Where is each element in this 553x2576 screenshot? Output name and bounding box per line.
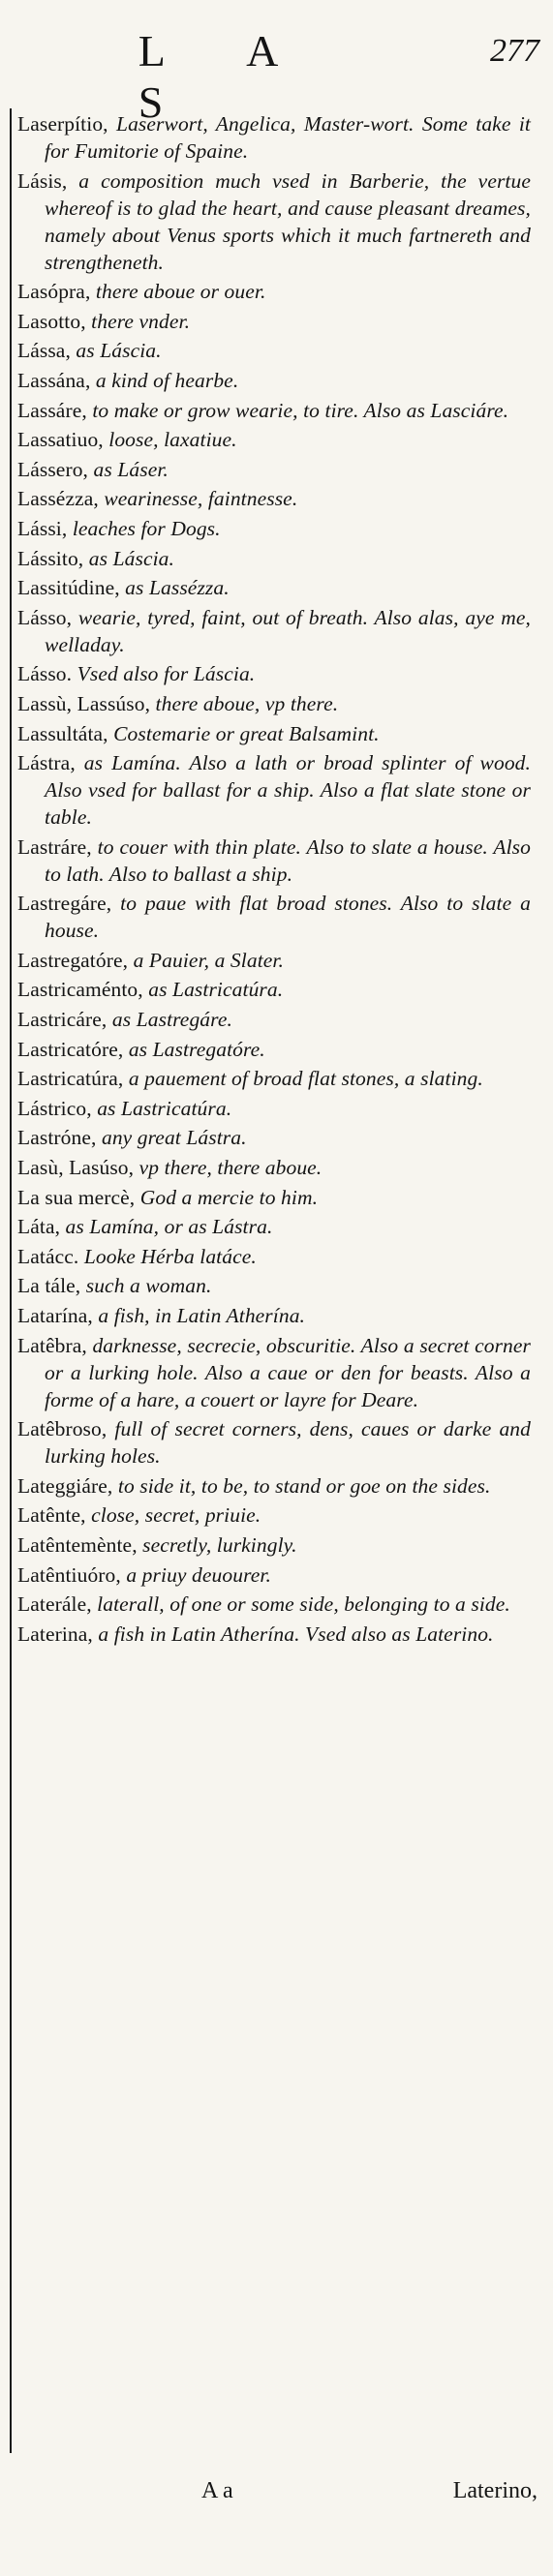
entry-headword: Lássero, xyxy=(17,457,89,481)
entry-headword: Lassatiuo, xyxy=(17,428,104,452)
dictionary-entry xyxy=(17,1621,531,1648)
entry-definition: to side it, to be, to stand or goe on the sides. xyxy=(112,1473,491,1498)
entry-definition: close, secret, priuie. xyxy=(85,1503,261,1528)
dictionary-entry xyxy=(17,337,531,364)
entry-definition: such a woman. xyxy=(80,1274,212,1298)
entry-definition: leaches for Dogs. xyxy=(67,516,221,540)
dictionary-entry xyxy=(17,367,531,394)
entry-definition: as Láscia. xyxy=(70,339,162,363)
entry-headword: La tále, xyxy=(17,1274,81,1298)
entry-definition: Laserwort, Angelica, Master-wort. Some take it for Fumitorie of Spaine. xyxy=(45,112,531,163)
entry-definition: Vsed also for Láscia. xyxy=(72,662,256,686)
entry-definition: secretly, lurkingly. xyxy=(137,1532,297,1557)
entry-headword: Lassána, xyxy=(17,368,91,392)
entry-headword: Latêbra, xyxy=(17,1333,87,1357)
signature-mark: A a xyxy=(201,2478,233,2503)
entry-headword: Lasù, Lasúso, xyxy=(17,1156,135,1180)
entry-definition: there aboue or ouer. xyxy=(90,280,266,304)
dictionary-entry xyxy=(17,545,531,572)
page-number: 277 xyxy=(490,33,539,69)
entry-definition: laterall, of one or some side, belonging to a side. xyxy=(91,1592,510,1617)
entry-headword: Lassultáta, xyxy=(17,721,108,745)
entry-headword: Latêntemènte, xyxy=(17,1532,138,1557)
entry-definition: there aboue, vp there. xyxy=(150,691,339,715)
entry-definition: God a mercie to him. xyxy=(135,1185,319,1209)
dictionary-entry xyxy=(17,456,531,483)
entry-definition: as Lastregatóre. xyxy=(123,1037,265,1061)
entry-definition: as Lamína. Also a lath or broad splinter of wood. Also vsed for ballast for a ship. Also a flat slate stone or table. xyxy=(45,751,531,830)
entry-definition: darknesse, secrecie, obscuritie. Also a secret corner or a lurking hole. Also a caue or den for beasts. Also a forme of a hare, a couert or layre for Deare. xyxy=(45,1333,531,1411)
entry-headword: Latácc. xyxy=(17,1244,79,1268)
dictionary-entry xyxy=(17,1531,531,1559)
entry-definition: to make or grow wearie, to tire. Also as Lasciáre. xyxy=(86,398,509,422)
entry-definition: vp there, there aboue. xyxy=(134,1156,323,1180)
running-head: L A S xyxy=(138,26,313,127)
entry-headword: Lastricatúra, xyxy=(17,1067,124,1091)
dictionary-entry xyxy=(17,308,531,335)
entry-headword: Latarína, xyxy=(17,1304,93,1327)
dictionary-entry xyxy=(17,278,531,305)
dictionary-entry xyxy=(17,604,531,658)
entry-list xyxy=(17,110,531,1650)
entry-headword: Lassù, Lassúso, xyxy=(17,691,151,715)
entry-headword: Latênte, xyxy=(17,1503,86,1528)
dictionary-entry xyxy=(17,1154,531,1181)
entry-headword: Lástra, xyxy=(17,751,76,775)
dictionary-entry xyxy=(17,397,531,424)
entry-definition: as Lastregáre. xyxy=(107,1008,232,1032)
dictionary-entry xyxy=(17,1006,531,1033)
catchword: Laterino, xyxy=(452,2478,538,2503)
entry-headword: Laserpítio, xyxy=(17,112,108,136)
dictionary-entry xyxy=(17,1302,531,1329)
entry-headword: Lassézza, xyxy=(17,487,99,511)
entry-headword: Lassitúdine, xyxy=(17,576,120,600)
entry-definition: wearie, tyred, faint, out of breath. Also alas, aye me, welladay. xyxy=(45,605,531,656)
dictionary-entry xyxy=(17,947,531,974)
entry-headword: Lassáre, xyxy=(17,398,87,422)
entry-headword: Laterina, xyxy=(17,1621,93,1646)
page-footer xyxy=(0,2478,553,2536)
dictionary-entry xyxy=(17,1501,531,1529)
dictionary-entry xyxy=(17,720,531,747)
dictionary-entry xyxy=(17,749,531,831)
dictionary-entry xyxy=(17,1591,531,1618)
entry-headword: Lásso. xyxy=(17,662,73,686)
dictionary-entry xyxy=(17,1184,531,1211)
dictionary-entry xyxy=(17,1213,531,1240)
entry-definition: to paue with flat broad stones. Also to slate a house. xyxy=(45,892,531,943)
entry-definition: a fish in Latin Atherína. Vsed also as Laterino. xyxy=(92,1621,494,1646)
entry-definition: a pauement of broad flat stones, a slating. xyxy=(123,1067,483,1091)
dictionary-entry xyxy=(17,515,531,542)
entry-headword: Lássi, xyxy=(17,516,68,540)
entry-headword: Lastricaménto, xyxy=(17,978,143,1002)
entry-definition: as Lamína, or as Lástra. xyxy=(60,1215,273,1239)
entry-definition: to couer with thin plate. Also to slate a house. Also to lath. Also to ballast a ship. xyxy=(45,834,531,886)
dictionary-entry xyxy=(17,660,531,687)
dictionary-entry xyxy=(17,1095,531,1122)
dictionary-entry xyxy=(17,1332,531,1413)
entry-headword: Latêbroso, xyxy=(17,1417,108,1441)
entry-definition: full of secret corners, dens, caues or darke and lurking holes. xyxy=(45,1417,531,1469)
entry-definition: a priuy deuourer. xyxy=(120,1562,271,1587)
entry-headword: Lásso, xyxy=(17,605,73,629)
entry-headword: Lássa, xyxy=(17,339,71,363)
entry-headword: Lastregáre, xyxy=(17,892,112,916)
dictionary-entry xyxy=(17,485,531,512)
entry-headword: Lastregatóre, xyxy=(17,948,129,972)
entry-headword: Lastróne, xyxy=(17,1126,97,1150)
entry-headword: Lástrico, xyxy=(17,1096,92,1120)
entry-definition: as Láser. xyxy=(88,457,169,481)
dictionary-entry xyxy=(17,833,531,888)
entry-definition: a fish, in Latin Atherína. xyxy=(92,1304,306,1327)
entry-headword: Lastricáre, xyxy=(17,1008,108,1032)
dictionary-entry xyxy=(17,1065,531,1092)
entry-headword: Lasotto, xyxy=(17,309,86,333)
entry-headword: Lasópra, xyxy=(17,280,91,304)
entry-headword: Lásis, xyxy=(17,168,68,193)
entry-definition: wearinesse, faintnesse. xyxy=(98,487,298,511)
dictionary-entry xyxy=(17,426,531,453)
entry-headword: Lássito, xyxy=(17,546,84,570)
entry-headword: Lastricatóre, xyxy=(17,1037,124,1061)
entry-headword: La sua mercè, xyxy=(17,1185,136,1209)
entry-definition: Looke Hérba latáce. xyxy=(78,1244,257,1268)
dictionary-entry xyxy=(17,1415,531,1470)
dictionary-entry xyxy=(17,167,531,276)
entry-definition: loose, laxatiue. xyxy=(103,428,237,452)
entry-headword: Laterále, xyxy=(17,1592,92,1617)
entry-definition: Costemarie or great Balsamint. xyxy=(108,721,380,745)
entry-headword: Lastráre, xyxy=(17,834,92,859)
entry-definition: as Lastricatúra. xyxy=(142,978,284,1002)
entry-definition: a Pauier, a Slater. xyxy=(128,948,284,972)
entry-headword: Lateggiáre, xyxy=(17,1473,113,1498)
entry-definition: there vnder. xyxy=(85,309,191,333)
entry-definition: as Lastricatúra. xyxy=(91,1096,232,1120)
dictionary-entry xyxy=(17,1036,531,1063)
column-rule xyxy=(10,108,12,2453)
dictionary-entry xyxy=(17,1561,531,1589)
dictionary-entry xyxy=(17,690,531,717)
dictionary-entry xyxy=(17,1124,531,1151)
dictionary-entry xyxy=(17,1243,531,1270)
entry-definition: as Láscia. xyxy=(83,546,174,570)
entry-definition: as Lassézza. xyxy=(119,576,230,600)
dictionary-entry xyxy=(17,110,531,165)
entry-definition: a kind of hearbe. xyxy=(90,368,239,392)
dictionary-entry xyxy=(17,574,531,601)
entry-definition: a composition much vsed in Barberie, the vertue whereof is to glad the heart, and cause pleasant dreames, namely about Venus sports which it much fartnereth and strengtheneth. xyxy=(45,168,531,274)
entry-definition: any great Lástra. xyxy=(96,1126,247,1150)
dictionary-entry xyxy=(17,890,531,944)
dictionary-entry xyxy=(17,1472,531,1500)
entry-headword: Láta, xyxy=(17,1215,61,1239)
dictionary-entry xyxy=(17,1272,531,1299)
dictionary-entry xyxy=(17,976,531,1003)
entry-headword: Latêntiuóro, xyxy=(17,1562,121,1587)
